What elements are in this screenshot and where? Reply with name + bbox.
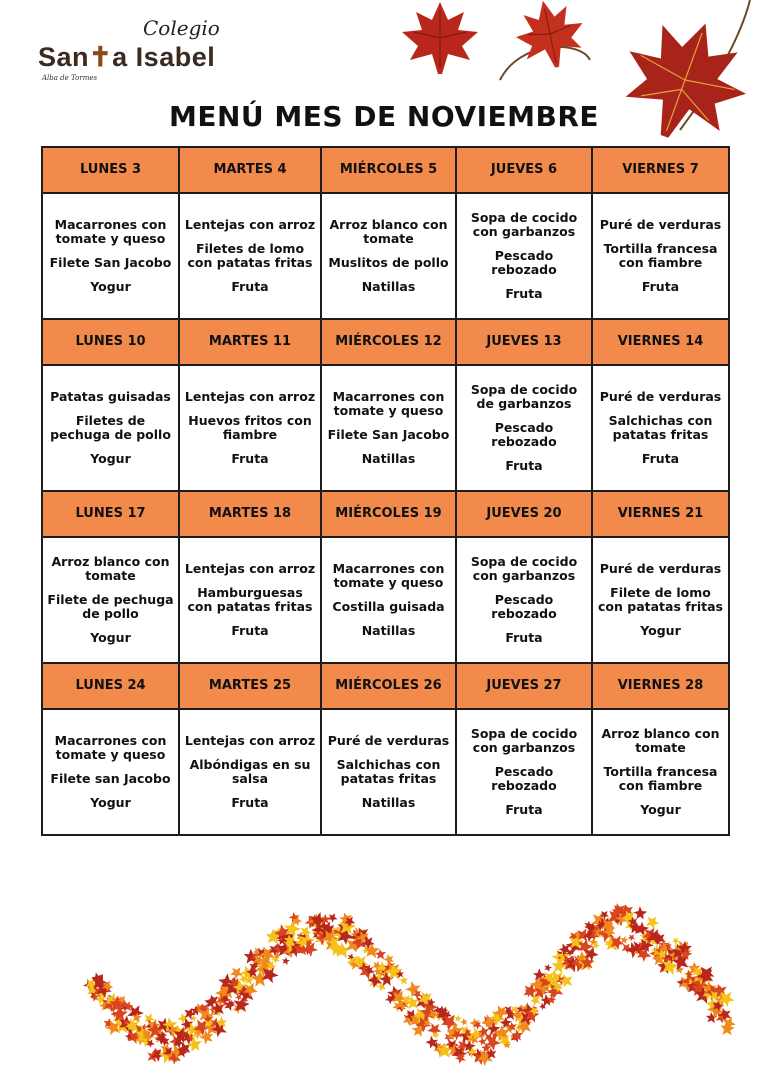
leaf-stem	[500, 47, 590, 80]
school-logo	[38, 16, 238, 86]
leaf-icon	[620, 936, 629, 945]
day-menu	[592, 193, 729, 319]
day-header: LUNES 17	[42, 491, 179, 537]
logo-place: Alba de Tormes	[42, 74, 98, 82]
first-course: Lentejas con arroz	[184, 217, 316, 232]
day-menu	[456, 537, 592, 663]
dessert: Natillas	[361, 623, 416, 638]
day-menu	[321, 537, 456, 663]
second-course: Muslitos de pollo	[328, 255, 449, 270]
day-header: MIÉRCOLES 12	[321, 319, 456, 365]
day-header: JUEVES 27	[456, 663, 592, 709]
first-course: Arroz blanco con tomate	[329, 217, 448, 246]
first-course: Sopa de cocido con garbanzos	[470, 726, 578, 755]
week-header-row	[42, 319, 729, 365]
first-course: Arroz blanco con tomate	[51, 554, 170, 583]
week-dishes-row	[42, 365, 729, 491]
day-menu	[42, 365, 179, 491]
day-menu	[456, 709, 592, 835]
first-course: Sopa de cocido de garbanzos	[470, 382, 578, 411]
dessert: Fruta	[231, 623, 269, 638]
second-course: Filete San Jacobo	[327, 427, 450, 442]
day-header: JUEVES 13	[456, 319, 592, 365]
logo-name-part1: San	[38, 42, 90, 72]
logo-name-part2: a Isabel	[112, 42, 216, 72]
day-header: MIÉRCOLES 26	[321, 663, 456, 709]
second-course: Filete de pechuga de pollo	[47, 592, 174, 621]
second-course: Pescado rebozado	[491, 248, 557, 277]
day-header: MIÉRCOLES 19	[321, 491, 456, 537]
leaf-icon	[233, 996, 250, 1013]
dessert: Yogur	[90, 630, 131, 645]
second-course: Salchichas con patatas fritas	[336, 757, 441, 786]
first-course: Puré de verduras	[599, 217, 722, 232]
second-course: Huevos fritos con fiambre	[188, 413, 312, 442]
page-title: MENÚ MES DE NOVIEMBRE	[168, 100, 600, 133]
day-header: VIERNES 28	[592, 663, 729, 709]
day-header: JUEVES 20	[456, 491, 592, 537]
dessert: Yogur	[90, 451, 131, 466]
leaf-icon	[280, 956, 290, 966]
first-course: Lentejas con arroz	[184, 733, 316, 748]
dessert: Fruta	[231, 451, 269, 466]
dessert: Yogur	[640, 802, 681, 817]
second-course: Hamburguesas con patatas fritas	[187, 585, 313, 614]
day-menu	[592, 365, 729, 491]
second-course: Pescado rebozado	[491, 764, 557, 793]
day-header: MARTES 18	[179, 491, 321, 537]
second-course: Pescado rebozado	[491, 420, 557, 449]
day-menu	[321, 365, 456, 491]
dessert: Natillas	[361, 279, 416, 294]
dessert: Fruta	[505, 286, 543, 301]
first-course: Puré de verduras	[599, 389, 722, 404]
day-header: MARTES 11	[179, 319, 321, 365]
first-course: Patatas guisadas	[50, 389, 171, 404]
cross-icon: ✝	[89, 42, 113, 72]
dessert: Natillas	[361, 795, 416, 810]
first-course: Macarrones con tomate y queso	[332, 561, 445, 590]
leaf-icon	[559, 974, 572, 987]
logo-colegio: Colegio	[143, 16, 220, 40]
maple-leaf-icon	[402, 2, 478, 74]
dessert: Fruta	[505, 458, 543, 473]
first-course: Puré de verduras	[327, 733, 450, 748]
second-course: Filetes de pechuga de pollo	[50, 413, 171, 442]
week-dishes-row	[42, 193, 729, 319]
second-course: Filete san Jacobo	[50, 771, 171, 786]
dessert: Yogur	[90, 795, 131, 810]
week-dishes-row	[42, 537, 729, 663]
first-course: Puré de verduras	[599, 561, 722, 576]
first-course: Macarrones con tomate y queso	[332, 389, 445, 418]
day-menu	[42, 537, 179, 663]
first-course: Arroz blanco con tomate	[601, 726, 720, 755]
dessert: Fruta	[641, 279, 680, 294]
weekly-menu-table	[41, 146, 730, 836]
maple-leaf-icon	[510, 0, 591, 74]
week-header-row	[42, 663, 729, 709]
first-course: Sopa de cocido con garbanzos	[470, 554, 578, 583]
first-course: Macarrones con tomate y queso	[54, 733, 167, 762]
week-header-row	[42, 147, 729, 193]
second-course: Filete San Jacobo	[49, 255, 172, 270]
dessert: Fruta	[231, 279, 269, 294]
dessert: Fruta	[505, 630, 543, 645]
first-course: Lentejas con arroz	[184, 389, 316, 404]
autumn-leaves-swirl-decoration	[80, 895, 740, 1075]
first-course: Macarrones con tomate y queso	[54, 217, 167, 246]
dessert: Fruta	[641, 451, 680, 466]
day-menu	[42, 193, 179, 319]
dessert: Fruta	[231, 795, 269, 810]
leaf-icon	[469, 1016, 483, 1030]
second-course: Pescado rebozado	[491, 592, 557, 621]
leaf-icon	[398, 975, 408, 985]
week-header-row	[42, 491, 729, 537]
day-header: VIERNES 7	[592, 147, 729, 193]
dessert: Fruta	[505, 802, 543, 817]
maple-leaf-icon	[606, 2, 764, 157]
dessert: Natillas	[361, 451, 416, 466]
day-menu	[456, 193, 592, 319]
day-header: MIÉRCOLES 5	[321, 147, 456, 193]
day-header: LUNES 3	[42, 147, 179, 193]
dessert: Yogur	[640, 623, 681, 638]
day-header: VIERNES 21	[592, 491, 729, 537]
second-course: Albóndigas en su salsa	[189, 757, 311, 786]
first-course: Lentejas con arroz	[184, 561, 316, 576]
second-course: Costilla guisada	[332, 599, 445, 614]
second-course: Salchichas con patatas fritas	[608, 413, 713, 442]
day-menu	[592, 537, 729, 663]
day-menu	[321, 709, 456, 835]
dessert: Yogur	[90, 279, 131, 294]
leaf-icon	[627, 933, 635, 941]
day-menu	[179, 709, 321, 835]
second-course: Filete de lomo con patatas fritas	[598, 585, 723, 614]
maple-leaves-decoration	[380, 0, 768, 160]
day-header: MARTES 25	[179, 663, 321, 709]
day-header: VIERNES 14	[592, 319, 729, 365]
day-header: LUNES 10	[42, 319, 179, 365]
second-course: Tortilla francesa con fiambre	[603, 241, 718, 270]
leaf-icon	[671, 936, 681, 946]
second-course: Tortilla francesa con fiambre	[603, 764, 718, 793]
day-menu	[179, 365, 321, 491]
day-header: JUEVES 6	[456, 147, 592, 193]
day-menu	[592, 709, 729, 835]
week-dishes-row	[42, 709, 729, 835]
day-menu	[179, 193, 321, 319]
day-menu	[321, 193, 456, 319]
day-menu	[179, 537, 321, 663]
day-header: MARTES 4	[179, 147, 321, 193]
day-menu	[42, 709, 179, 835]
first-course: Sopa de cocido con garbanzos	[470, 210, 578, 239]
day-menu	[456, 365, 592, 491]
logo-school-name	[38, 42, 215, 73]
second-course: Filetes de lomo con patatas fritas	[187, 241, 313, 270]
leaf-icon	[542, 963, 552, 973]
day-header: LUNES 24	[42, 663, 179, 709]
